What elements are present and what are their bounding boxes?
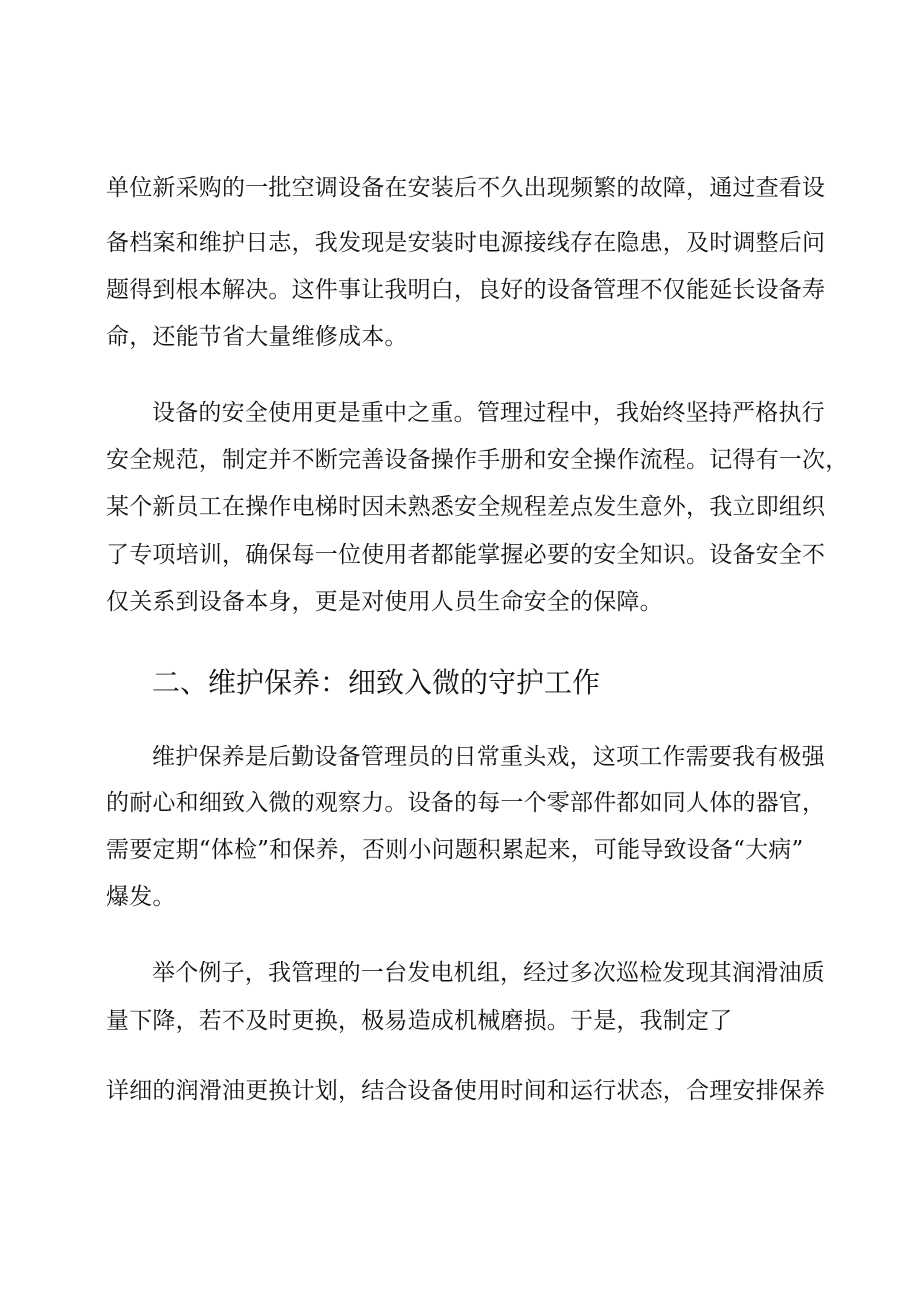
paragraph-2-line-4: 了专项培训，确保每一位使用者都能掌握必要的安全知识。设备安全不 (106, 542, 826, 568)
paragraph-3-line-2: 的耐心和细致入微的观察力。设备的每一个零部件都如同人体的器官， (106, 790, 826, 816)
paragraph-2-line-3: 某个新员工在操作电梯时因未熟悉安全规程差点发生意外，我立即组织 (106, 494, 826, 520)
paragraph-2-line-2: 安全规范，制定并不断完善设备操作手册和安全操作流程。记得有一次， (106, 447, 849, 473)
paragraph-1-line-4: 命，还能节省大量维修成本。 (106, 324, 408, 350)
paragraph-1-line-1: 单位新采购的一批空调设备在安装后不久出现频繁的故障，通过查看设 (106, 175, 826, 201)
paragraph-3-line-3: 需要定期“体检”和保养，否则小问题积累起来，可能导致设备“大病” (106, 837, 804, 863)
paragraph-1-line-2: 备档案和维护日志，我发现是安装时电源接线存在隐患，及时调整后问 (106, 230, 826, 256)
paragraph-2-line-1: 设备的安全使用更是重中之重。管理过程中，我始终坚持严格执行 (152, 400, 825, 426)
paragraph-1-line-3: 题得到根本解决。这件事让我明白，良好的设备管理不仅能延长设备寿 (106, 277, 826, 303)
paragraph-3-line-4: 爆发。 (106, 884, 176, 910)
paragraph-4-line-1: 举个例子，我管理的一台发电机组，经过多次巡检发现其润滑油质 (152, 960, 825, 986)
section-heading: 二、维护保养：细致入微的守护工作 (152, 666, 601, 699)
paragraph-5-line-1: 详细的润滑油更换计划，结合设备使用时间和运行状态，合理安排保养 (106, 1078, 826, 1104)
paragraph-4-line-2: 量下降，若不及时更换，极易造成机械磨损。于是，我制定了 (106, 1008, 733, 1034)
paragraph-2-line-5: 仅关系到设备本身，更是对使用人员生命安全的保障。 (106, 589, 663, 615)
paragraph-3-line-1: 维护保养是后勤设备管理员的日常重头戏，这项工作需要我有极强 (152, 744, 825, 770)
